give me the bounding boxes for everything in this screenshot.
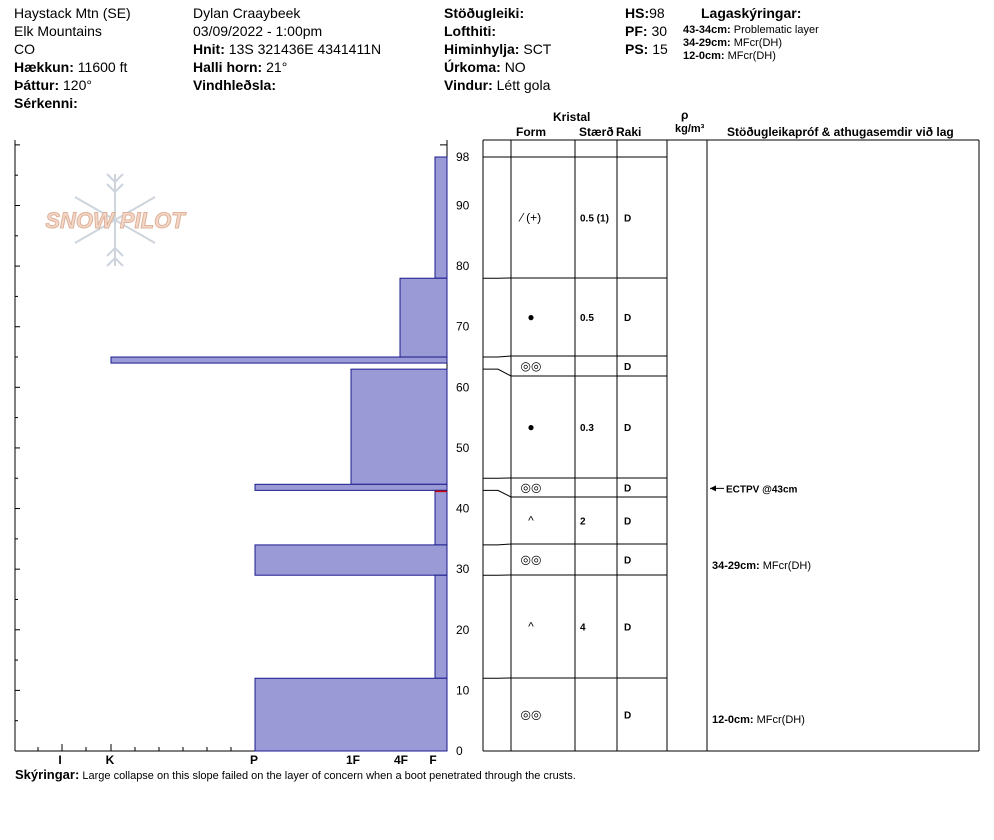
stability-test-label: ECTPV @43cm [726, 484, 798, 496]
precip-value: NO [504, 59, 526, 75]
hardness-bar [435, 490, 447, 545]
observer-name: Dylan Craaybeek [193, 5, 301, 21]
grain-size: 0.5 (1) [580, 213, 609, 225]
crystal-heading: Kristal [553, 110, 591, 124]
snow-pilot-logo [45, 174, 186, 266]
size-heading: Stærð [579, 125, 614, 139]
grain-moisture: D [624, 555, 632, 567]
hardness-bar [255, 678, 447, 751]
form-heading: Form [516, 125, 546, 139]
hardness-bar [255, 484, 447, 490]
air-temp-label: Lofthiti: [444, 23, 497, 39]
hardness-tick-label: 1F [345, 753, 361, 767]
depth-tick-label: 70 [456, 319, 470, 334]
grain-size: 0.3 [580, 423, 594, 434]
depth-connector [483, 356, 511, 357]
elevation-value: 11600 ft [77, 59, 128, 75]
grain-size: 2 [580, 516, 586, 528]
tests-heading: Stöðugleikapróf & athugasemdir við lag [727, 125, 954, 139]
hs-label: HS: [625, 5, 650, 21]
layer-note-3: 12-0cm: MFcr(DH) [683, 50, 776, 62]
layer-note-2: 34-29cm: MFcr(DH) [683, 37, 783, 49]
depth-tick-label: 60 [456, 380, 470, 395]
slope-value: 21° [266, 59, 288, 75]
elevation-label: Hækkun: [14, 59, 74, 75]
grain-form: ◎◎ [520, 552, 542, 567]
depth-tick-label: 20 [456, 622, 470, 637]
hardness-bar [255, 545, 447, 575]
grain-form: ^ [528, 619, 534, 634]
coords-label: Hnit: [193, 41, 225, 57]
precip-label: Úrkoma: [444, 59, 501, 75]
slope-label: Halli horn: [193, 59, 263, 75]
wind-value: Létt gola [496, 77, 551, 93]
grain-form: ◎◎ [520, 707, 542, 722]
depth-tick-label: 80 [456, 259, 470, 274]
comments-text: Large collapse on this slope failed on the layer of concern when a boot penetrated through the crusts. [82, 770, 576, 782]
pf-label: PF: [625, 23, 648, 39]
depth-tick-label: 98 [456, 150, 470, 164]
comments-row [15, 767, 576, 782]
depth-tick-label: 90 [456, 198, 470, 213]
depth-tick-label: 40 [456, 501, 470, 516]
wind-loading-label: Vindhleðsla: [193, 77, 276, 93]
snow-pilot-logo-text: SNOW PILOT [45, 208, 185, 233]
layer-comment: 12-0cm: MFcr(DH) [712, 714, 805, 726]
grain-form: ^ [528, 513, 534, 528]
test-arrow-head [710, 485, 716, 491]
hardness-tick-label: K [105, 753, 115, 767]
pf-value: 30 [651, 23, 668, 39]
state: CO [14, 41, 35, 57]
depth-connector [483, 490, 511, 497]
grain-form: ● [527, 420, 535, 434]
aspect-label: Þáttur: [14, 77, 60, 93]
depth-connector [483, 369, 511, 376]
hardness-bar [351, 369, 447, 484]
ps-value: 15 [652, 41, 668, 57]
grain-size: 4 [580, 622, 586, 634]
comments-label: Skýringar: [15, 767, 80, 782]
hardness-tick-label: I [58, 753, 62, 767]
grain-moisture: D [624, 710, 632, 722]
depth-connector [483, 544, 511, 545]
depth-tick-label: 0 [456, 744, 463, 758]
grain-moisture: D [624, 516, 632, 528]
stability-label: Stöðugleiki: [444, 5, 525, 21]
wind-label: Vindur: [444, 77, 493, 93]
grain-form: ⁄ (+) [520, 210, 542, 225]
grain-size: 0.5 [580, 313, 594, 324]
grain-moisture: D [624, 213, 632, 225]
hardness-bar [435, 157, 447, 278]
density-unit-heading: kg/m³ [675, 123, 705, 135]
layer-note-1: 43-34cm: Problematic layer [683, 24, 819, 36]
observation-datetime: 03/09/2022 - 1:00pm [193, 23, 323, 39]
hardness-bar [400, 278, 447, 357]
moisture-heading: Raki [616, 125, 642, 139]
coords-value: 13S 321436E 4341411N [228, 41, 382, 57]
depth-tick-label: 50 [456, 440, 470, 455]
grain-form: ● [527, 310, 535, 324]
grain-form: ◎◎ [520, 359, 542, 373]
depth-tick-label: 10 [456, 683, 470, 698]
grain-moisture: D [624, 483, 632, 495]
sky-value: SCT [523, 41, 552, 57]
depth-tick-label: 30 [456, 562, 470, 577]
hs-value: 98 [649, 5, 665, 21]
features-label: Sérkenni: [14, 95, 78, 111]
density-symbol-heading: ρ [681, 108, 689, 122]
layer-notes-title: Lagaskýringar: [701, 5, 802, 21]
hardness-tick-label: F [429, 753, 437, 767]
hardness-tick-label: P [249, 753, 259, 767]
hardness-bar [435, 575, 447, 678]
mountain-range: Elk Mountains [14, 23, 102, 39]
sky-label: Himinhylja: [444, 41, 520, 57]
grain-moisture: D [624, 622, 632, 634]
hardness-bar [111, 357, 447, 363]
ps-label: PS: [625, 41, 649, 57]
aspect-value: 120° [63, 77, 92, 93]
layer-comment: 34-29cm: MFcr(DH) [712, 560, 812, 572]
hardness-tick-label: 4F [393, 753, 409, 767]
grain-form: ◎◎ [520, 480, 542, 495]
grain-moisture: D [624, 362, 632, 373]
grain-moisture: D [624, 423, 632, 434]
grain-moisture: D [624, 313, 632, 324]
location-name: Haystack Mtn (SE) [14, 5, 131, 21]
